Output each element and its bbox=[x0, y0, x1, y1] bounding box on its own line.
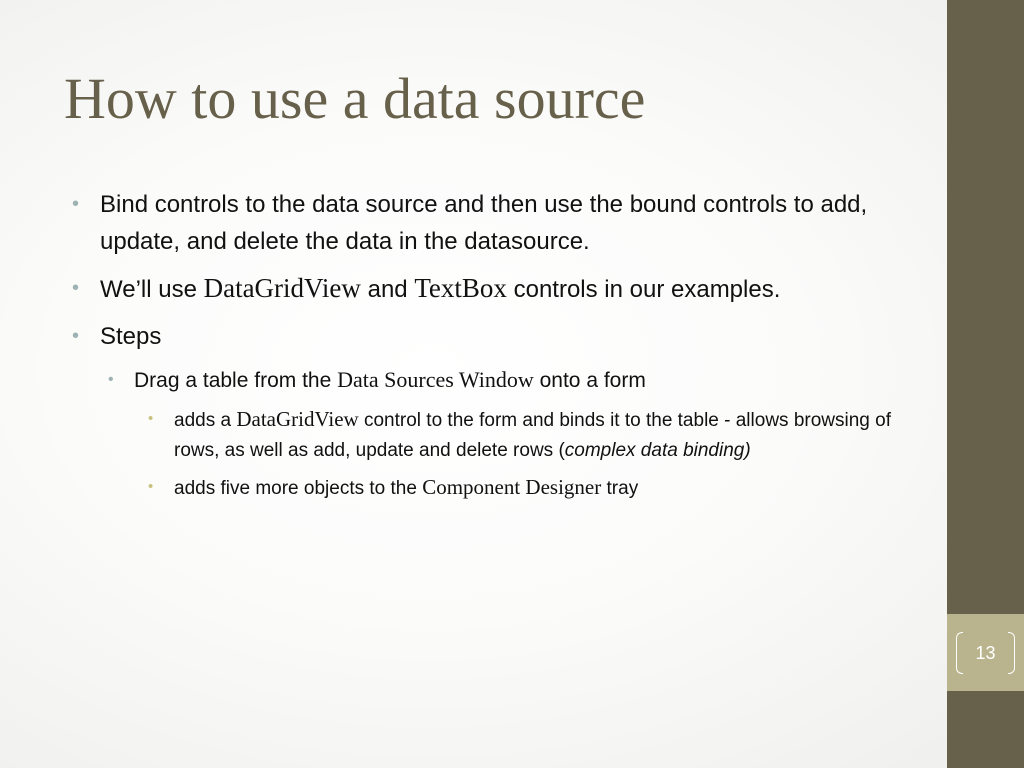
bullet-controls-in-examples bbox=[72, 270, 932, 308]
bullet-text-part: We’ll use bbox=[100, 276, 204, 303]
bullet-dot: • bbox=[72, 325, 80, 347]
bullet-dot: • bbox=[108, 371, 114, 388]
slide-content bbox=[72, 186, 932, 510]
complex-data-binding-note: complex data binding) bbox=[564, 440, 751, 461]
bullet-text-part: controls in our examples. bbox=[506, 276, 781, 303]
bullet-text-part: onto a form bbox=[533, 369, 646, 392]
term-data-sources-window: Data Sources Window bbox=[337, 367, 534, 392]
slide-title: How to use a data source bbox=[64, 66, 646, 131]
page-number-box bbox=[947, 614, 1024, 691]
bullet-drag-table bbox=[108, 365, 932, 396]
term-datagridview: DataGridView bbox=[236, 407, 359, 431]
bullet-bind-controls bbox=[72, 186, 932, 260]
bullet-text-part: adds a bbox=[174, 410, 237, 431]
bullet-text-part: adds five more objects to the bbox=[174, 478, 423, 499]
bullet-dot: • bbox=[148, 410, 154, 427]
right-bracket-decor bbox=[1008, 632, 1015, 674]
term-textbox: TextBox bbox=[414, 273, 507, 303]
term-component-designer: Component Designer bbox=[422, 475, 602, 499]
bullet-text: Bind controls to the data source and then use the bound controls to add, update, and delete the data in the datasource. bbox=[100, 191, 868, 255]
bullet-adds-five-objects bbox=[148, 472, 932, 504]
page-number: 13 bbox=[975, 643, 996, 663]
bullet-dot: • bbox=[72, 277, 80, 299]
bullet-text: Steps bbox=[100, 323, 162, 350]
bullet-adds-datagridview bbox=[148, 404, 932, 466]
bullet-dot: • bbox=[148, 478, 154, 495]
bullet-text-part: control to the form and binds it to the table - allows browsing of rows, as well as add, update and delete rows ( bbox=[174, 410, 891, 461]
bullet-text-part: and bbox=[360, 276, 415, 303]
bullet-steps bbox=[72, 318, 932, 355]
term-datagridview: DataGridView bbox=[203, 273, 361, 303]
bullet-text-part: Drag a table from the bbox=[134, 369, 338, 392]
bullet-text-part: tray bbox=[601, 478, 639, 499]
bullet-dot: • bbox=[72, 193, 80, 215]
